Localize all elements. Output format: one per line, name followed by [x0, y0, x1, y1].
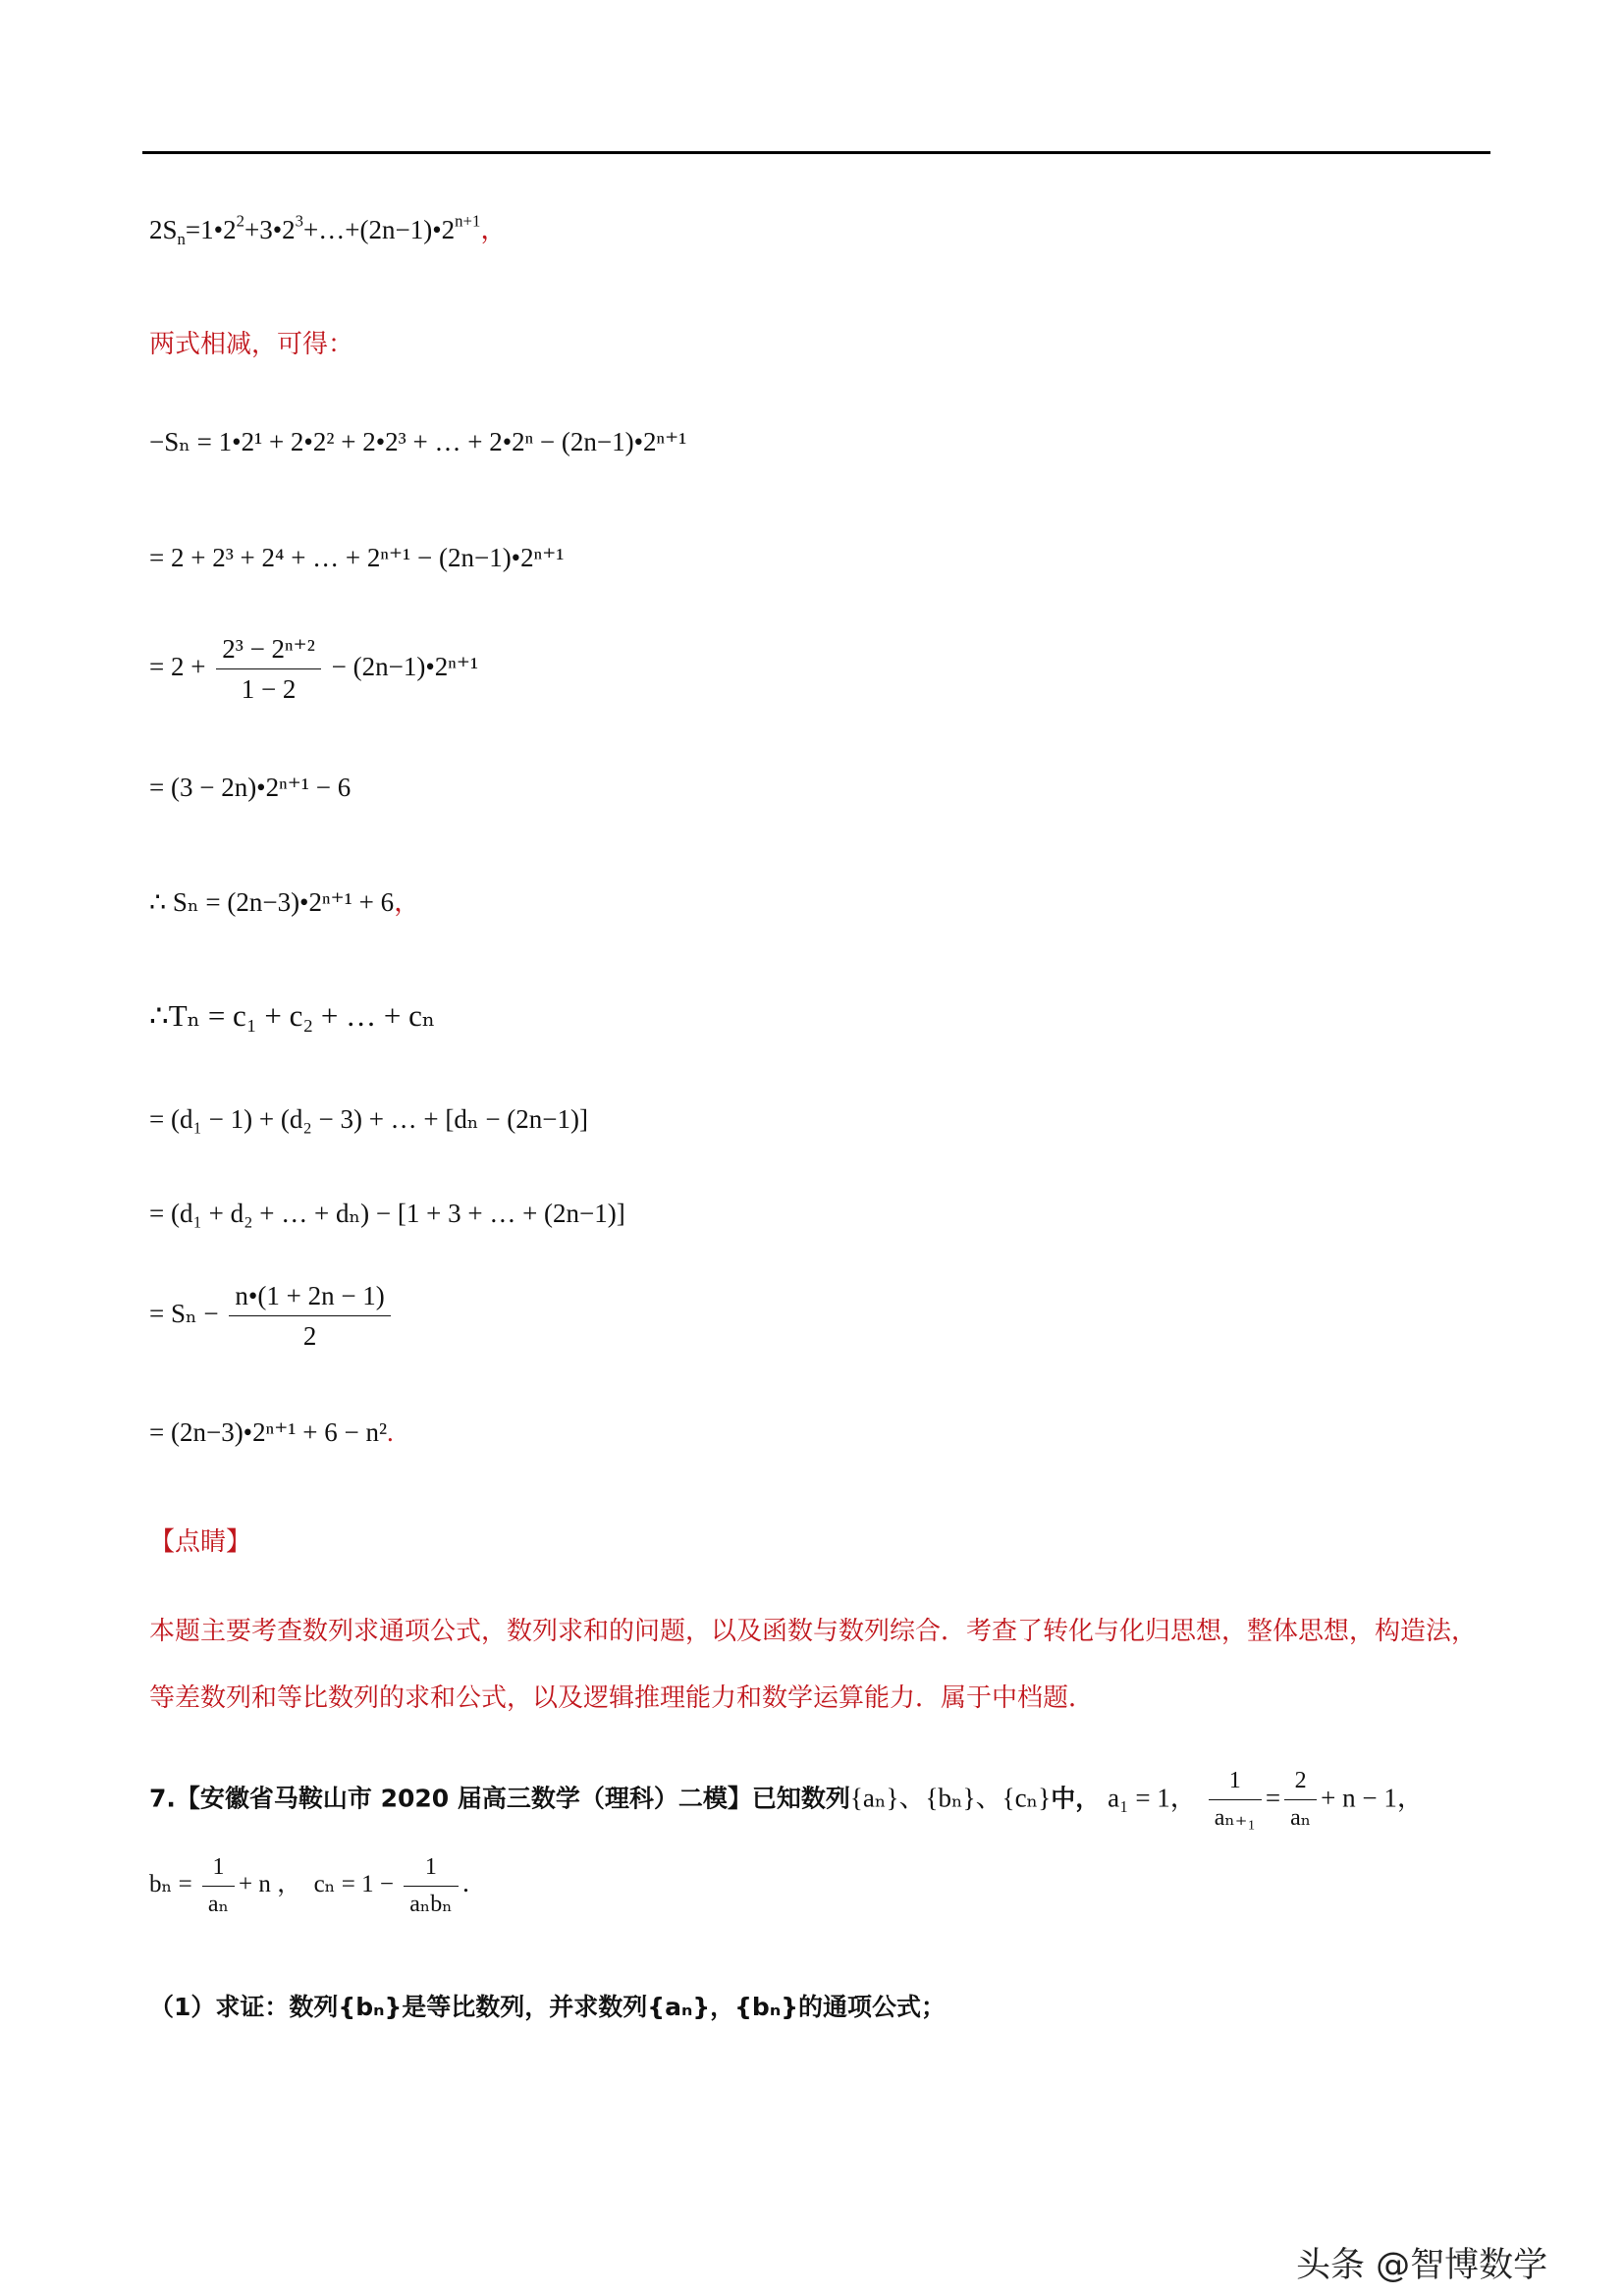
header-rule: [142, 151, 1490, 154]
watermark: 头条 @智博数学: [1296, 2246, 1548, 2285]
equation-sn-result: ∴ Sₙ = (2n−3)•2ⁿ⁺¹ + 6，: [149, 887, 421, 917]
equation-tn-result: = (2n−3)•2ⁿ⁺¹ + 6 − n².: [149, 1417, 394, 1447]
problem-7-header: 7.【安徽省马鞍山市 2020 届高三数学（理科）二模】已知数列{aₙ}、{bₙ}、{cₙ}中， a₁ = 1， $\frac{1}{\text{aₙ₊₁}}$ = $\frac{2}{\text{aₙ}}$ + n − 1，: [149, 1768, 1424, 1831]
fraction: $\frac{n•(1 + 2n - 1)}{2}$: [229, 1280, 390, 1353]
equation-tn: ∴Tₙ = c₁ + c₂ + … + cₙ: [149, 998, 436, 1033]
remark-body: 本题主要考查数列求通项公式，数列求和的问题，以及函数与数列综合．考查了转化与化归思想，整体思想，构造法，等差数列和等比数列的求和公式，以及逻辑推理能力和数学运算能力．属于中档题．: [149, 1617, 1478, 1713]
equation-tn-step-1: = (d₁ − 1) + (d₂ − 3) + … + [dₙ − (2n−1)]: [149, 1104, 589, 1134]
fraction: $\frac{\text{2³ − 2ⁿ⁺²}}{1 - 2}$: [216, 633, 321, 706]
problem-7-part-1: （1）求证：数列{bₙ}是等比数列，并求数列{aₙ}，{bₙ}的通项公式；: [149, 1993, 947, 2021]
equation-2sn: $2S_n=1•2^2+3•2^3+\dots+(2n-1)•2^{n+1}$，: [149, 211, 508, 248]
equation-neg-sn: −Sₙ = 1•2¹ + 2•2² + 2•2³ + … + 2•2ⁿ − (2n−1)•2ⁿ⁺¹: [149, 427, 687, 456]
fraction: $\frac{2}{\text{aₙ}}$: [1284, 1767, 1317, 1833]
subtract-note: 两式相减，可得：: [149, 330, 354, 359]
equation-step-3: = (3 − 2n)•2ⁿ⁺¹ − 6: [149, 773, 352, 802]
equation-tn-step-2: = (d₁ + d₂ + … + dₙ) − [1 + 3 + … + (2n−1)]: [149, 1199, 625, 1228]
equation-tn-step-3: = Sₙ − $\frac{n•(1 + 2n - 1)}{2}$: [149, 1280, 395, 1353]
fraction: $\frac{1}{\text{aₙ₊₁}}$: [1209, 1767, 1262, 1833]
fraction: $\frac{1}{\text{aₙbₙ}}$: [404, 1853, 458, 1919]
problem-7-definitions: bₙ = $\frac{1}{\text{aₙ}}$ + n ， cₙ = 1 − $\frac{1}{\text{aₙbₙ}}$ ．: [149, 1854, 487, 1917]
remark-title: 【点睛】: [149, 1527, 252, 1557]
fraction: $\frac{1}{\text{aₙ}}$: [202, 1853, 235, 1919]
equation-step-1: = 2 + 2³ + 2⁴ + … + 2ⁿ⁺¹ − (2n−1)•2ⁿ⁺¹: [149, 543, 565, 572]
equation-step-2: = 2 + $\frac{\text{2³ − 2ⁿ⁺²}}{1 - 2}$ − (2n−1)•2ⁿ⁺¹: [149, 634, 479, 705]
